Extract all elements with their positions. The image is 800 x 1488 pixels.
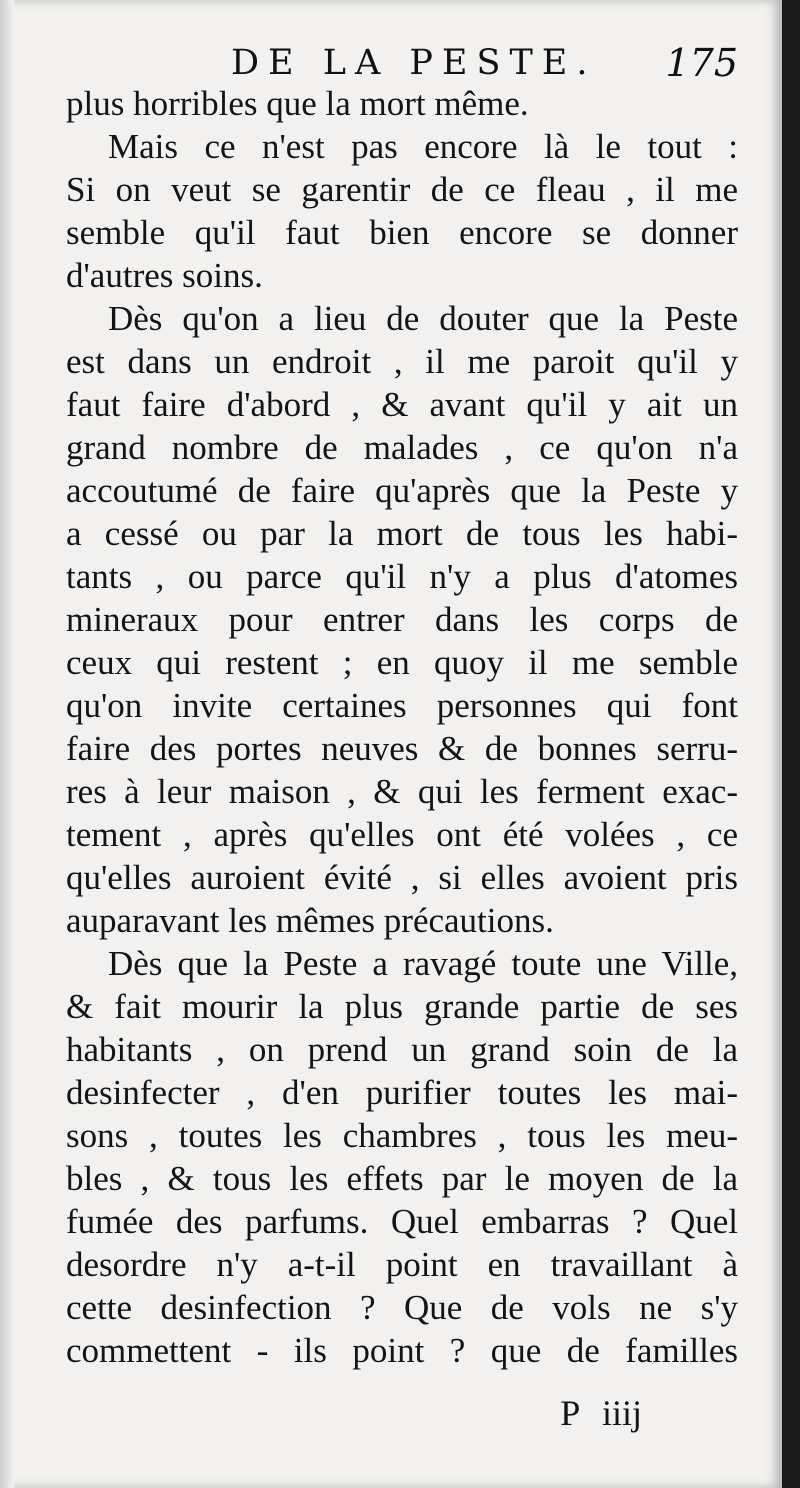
text-line: faire des portes neuves & de bonnes serru- (66, 729, 738, 768)
text-line: commettent - ils point ? que de familles (66, 1331, 738, 1370)
running-title: DE LA PESTE. (231, 43, 597, 83)
signature-mark: P iiij (560, 1393, 642, 1433)
text-line: Dès que la Peste a ravagé toute une Ville, (108, 944, 738, 983)
text-line: cette desinfection ? Que de vols ne s'y (66, 1288, 738, 1327)
text-line: semble qu'il faut bien encore se donner (66, 213, 738, 252)
text-line: tement , après qu'elles ont été volées , ce (66, 815, 738, 854)
text-line: mineraux pour entrer dans les corps de (66, 600, 738, 639)
text-line: Dès qu'on a lieu de douter que la Peste (108, 299, 738, 338)
text-line: auparavant les mêmes précautions. (66, 901, 554, 940)
text-line: plus horribles que la mort même. (66, 84, 529, 123)
text-line: faut faire d'abord , & avant qu'il y ait un (66, 385, 738, 424)
text-line: qu'on invite certaines personnes qui font (66, 686, 738, 725)
body-text (66, 82, 738, 1372)
text-line: est dans un endroit , il me paroit qu'il y (66, 342, 738, 381)
text-line: Si on veut se garentir de ce fleau , il me (66, 170, 738, 209)
text-line: a cessé ou par la mort de tous les habi- (66, 514, 738, 553)
text-line: sons , toutes les chambres , tous les meu- (66, 1116, 738, 1155)
text-line: qu'elles auroient évité , si elles avoient pris (66, 858, 738, 897)
page-header (66, 38, 738, 88)
text-line: grand nombre de malades , ce qu'on n'a (66, 428, 738, 467)
text-line: desinfecter , d'en purifier toutes les mai- (66, 1073, 738, 1112)
page-number: 175 (665, 41, 738, 85)
text-line: bles , & tous les effets par le moyen de la (66, 1159, 738, 1198)
text-line: d'autres soins. (66, 256, 263, 295)
text-line: desordre n'y a-t-il point en travaillant à (66, 1245, 738, 1284)
page-edge-shadow (0, 0, 14, 1488)
text-line: tants , ou parce qu'il n'y a plus d'atomes (66, 557, 738, 596)
text-line: fumée des parfums. Quel embarras ? Quel (66, 1202, 738, 1241)
text-line: & fait mourir la plus grande partie de ses (66, 987, 738, 1026)
text-line: accoutumé de faire qu'après que la Peste y (66, 471, 738, 510)
text-line: habitants , on prend un grand soin de la (66, 1030, 738, 1069)
text-line: ceux qui restent ; en quoy il me semble (66, 643, 738, 682)
text-line: Mais ce n'est pas encore là le tout : (108, 127, 738, 166)
text-line: res à leur maison , & qui les ferment exac- (66, 772, 738, 811)
